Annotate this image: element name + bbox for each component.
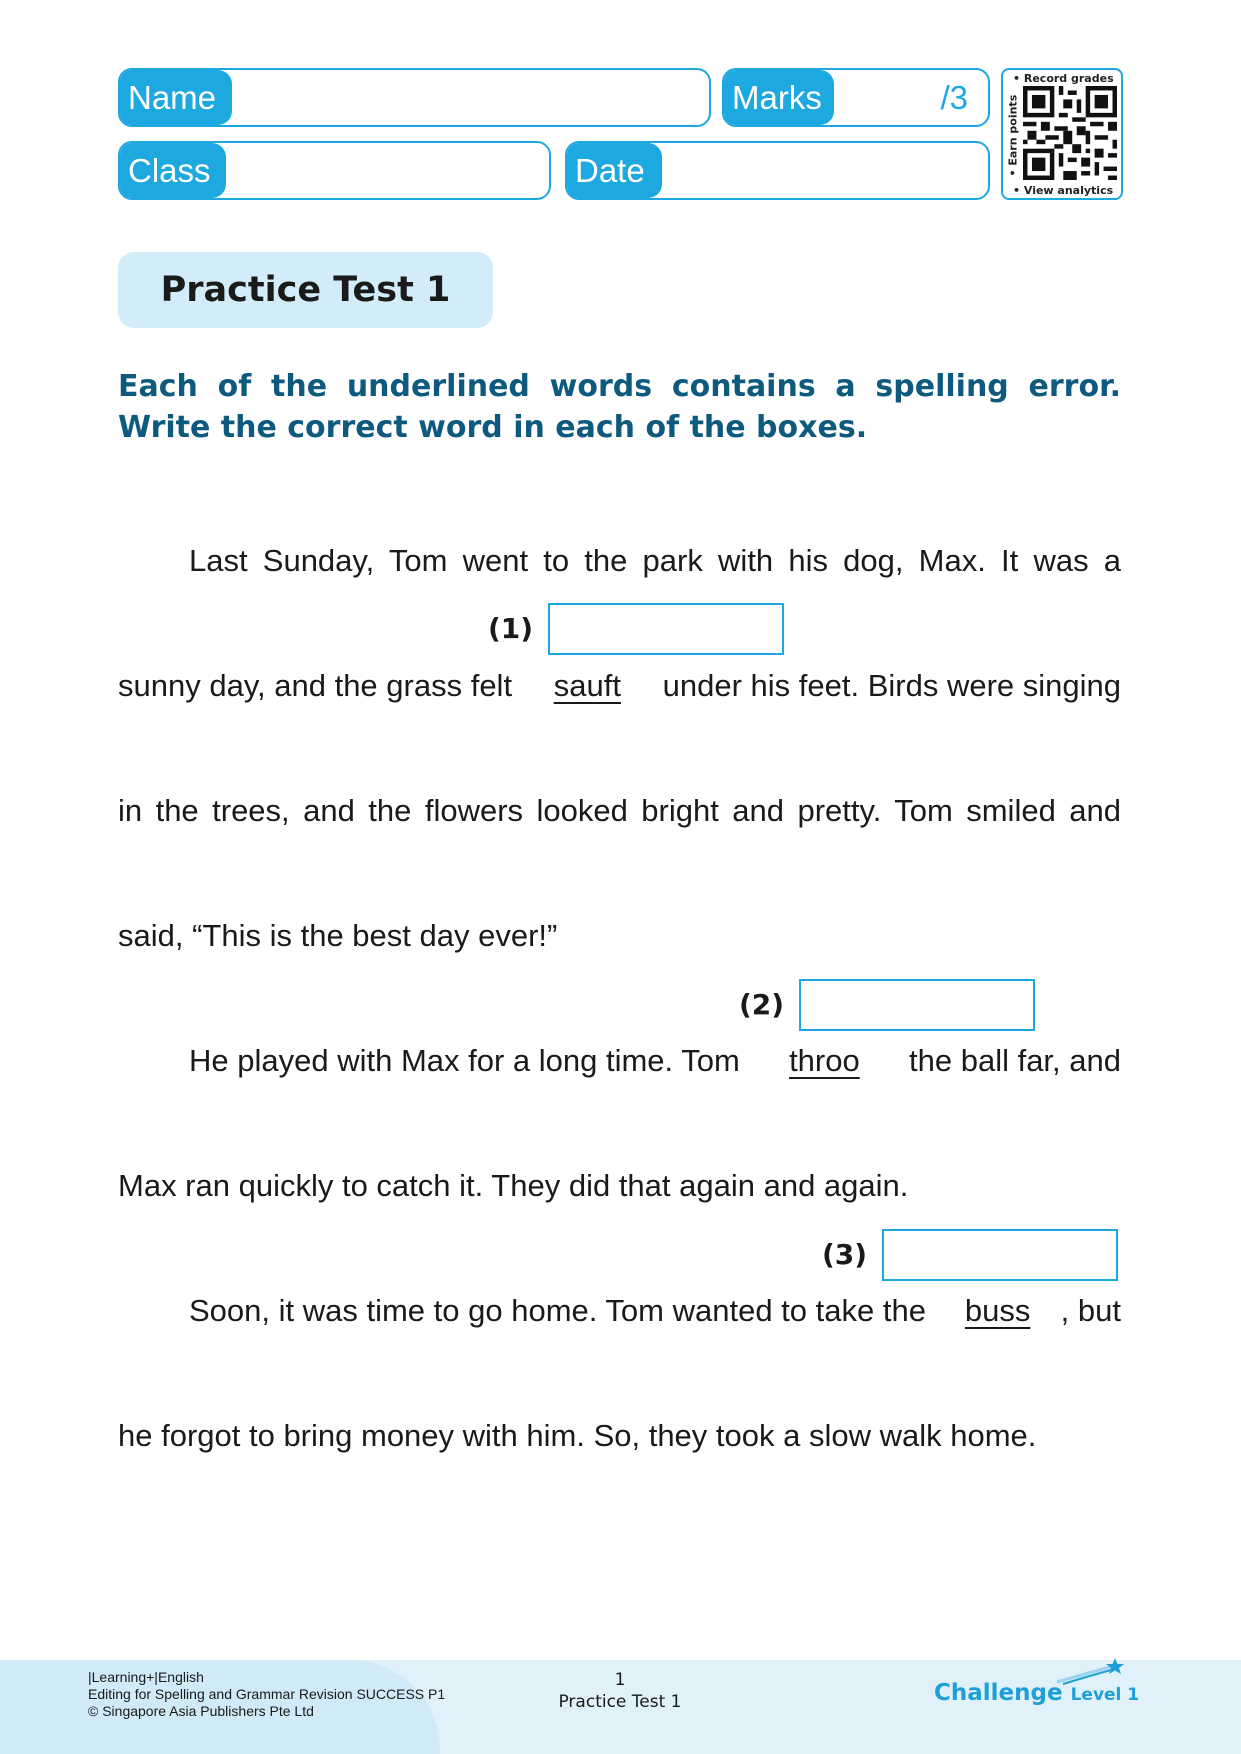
qr-top-text: • Record grades	[1013, 72, 1114, 85]
qr-code-panel[interactable]	[1001, 68, 1123, 200]
challenge-level-badge	[934, 1680, 1139, 1706]
question-2-label: (2)	[739, 988, 785, 1021]
passage-line-8: he forgot to bring money with him. So, they took a slow walk home.	[118, 1418, 1037, 1453]
passage-line-4: said, “This is the best day ever!”	[118, 918, 558, 953]
passage-text: Soon, it was time to go home. Tom wanted to take the	[189, 1293, 935, 1328]
name-field[interactable]	[118, 68, 711, 127]
page-number: 1	[614, 1670, 626, 1690]
passage-line-6: Max ran quickly to catch it. They did that again and again.	[118, 1168, 909, 1203]
question-3-label: (3)	[822, 1238, 868, 1271]
answer-box-2[interactable]	[799, 979, 1035, 1031]
passage-line-2	[118, 666, 1121, 706]
page-title: Practice Test 1	[160, 270, 451, 310]
instructions: Each of the underlined words contains a spelling error. Write the correct word in each of the boxes.	[118, 369, 1121, 445]
error-word-3: buss	[964, 1293, 1031, 1328]
class-field[interactable]	[118, 141, 551, 200]
answer-box-3[interactable]	[882, 1229, 1118, 1281]
passage-text: the ball far, and	[900, 1043, 1121, 1078]
passage-line-3: in the trees, and the flowers looked bright and pretty. Tom smiled and	[118, 793, 1121, 828]
passage-line-5	[118, 1041, 1121, 1081]
marks-total: /3	[940, 78, 968, 116]
qr-code-icon	[1023, 86, 1117, 180]
footer-book-title: Editing for Spelling and Grammar Revision SUCCESS P1	[88, 1686, 446, 1702]
passage-text: sunny day, and the grass felt	[118, 668, 521, 703]
error-word-1: sauft	[553, 668, 621, 703]
footer-page-title: Practice Test 1	[558, 1692, 682, 1712]
marks-field[interactable]	[722, 68, 990, 127]
answer-box-1[interactable]	[548, 603, 784, 655]
passage-line-7	[118, 1291, 1121, 1331]
footer-series: |Learning+|English	[88, 1669, 204, 1685]
passage-line-1: Last Sunday, Tom went to the park with his dog, Max. It was a	[189, 543, 1121, 578]
date-label: Date	[567, 143, 662, 198]
error-word-2: throo	[789, 1043, 860, 1078]
brand-name: Challenge	[934, 1680, 1063, 1706]
title-banner	[118, 252, 493, 328]
date-field[interactable]	[565, 141, 990, 200]
footer-copyright: © Singapore Asia Publishers Pte Ltd	[88, 1703, 314, 1719]
class-label: Class	[120, 143, 226, 198]
name-label: Name	[120, 70, 232, 125]
qr-bottom-text: • View analytics	[1013, 184, 1114, 197]
qr-side-text: • Earn points	[1006, 94, 1020, 177]
passage-text: , but	[1060, 1293, 1121, 1328]
passage-text: He played with Max for a long time. Tom	[189, 1043, 749, 1078]
marks-label: Marks	[724, 70, 834, 125]
question-1-label: (1)	[488, 612, 534, 645]
level-label: Level 1	[1070, 1685, 1140, 1705]
passage-text: under his feet. Birds were singing	[654, 668, 1121, 703]
